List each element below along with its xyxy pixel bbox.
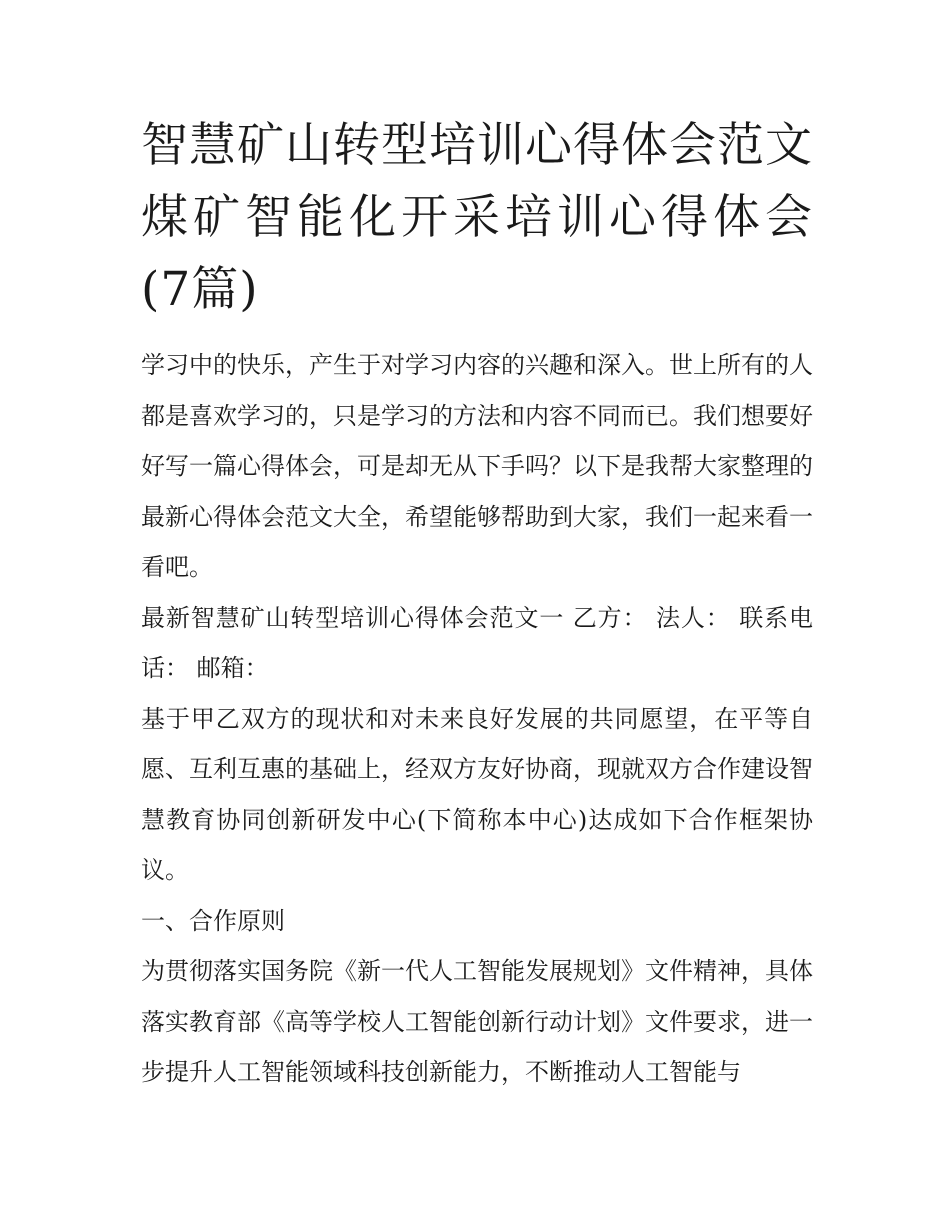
document-content bbox=[141, 110, 813, 1098]
document-title: 智慧矿山转型培训心得体会范文 煤矿智能化开采培训心得体会(7篇) bbox=[141, 118, 813, 317]
paragraph-intro: 学习中的快乐，产生于对学习内容的兴趣和深入。世上所有的人都是喜欢学习的，只是学习的方法和内容不同而已。我们想要好好写一篇心得体会，可是却无从下手吗？以下是我帮大家整理的最新心得体会范文大全，希望能够帮助到大家，我们一起来看一看吧。 bbox=[141, 351, 813, 581]
paragraph-party-info: 最新智慧矿山转型培训心得体会范文一 乙方： 法人： 联系电话： 邮箱： bbox=[141, 603, 813, 682]
paragraph-agreement: 基于甲乙双方的现状和对未来良好发展的共同愿望，在平等自愿、互利互惠的基础上，经双方友好协商，现就双方合作建设智慧教育协同创新研发中心(下简称本中心)达成如下合作框架协议。 bbox=[141, 704, 813, 884]
paragraph-principle: 为贯彻落实国务院《新一代人工智能发展规划》文件精神，具体落实教育部《高等学校人工智能创新行动计划》文件要求，进一步提升人工智能领域科技创新能力，不断推动人工智能与 bbox=[141, 957, 813, 1086]
title-spacing bbox=[141, 326, 813, 340]
section-heading: 一、合作原则 bbox=[141, 906, 285, 935]
